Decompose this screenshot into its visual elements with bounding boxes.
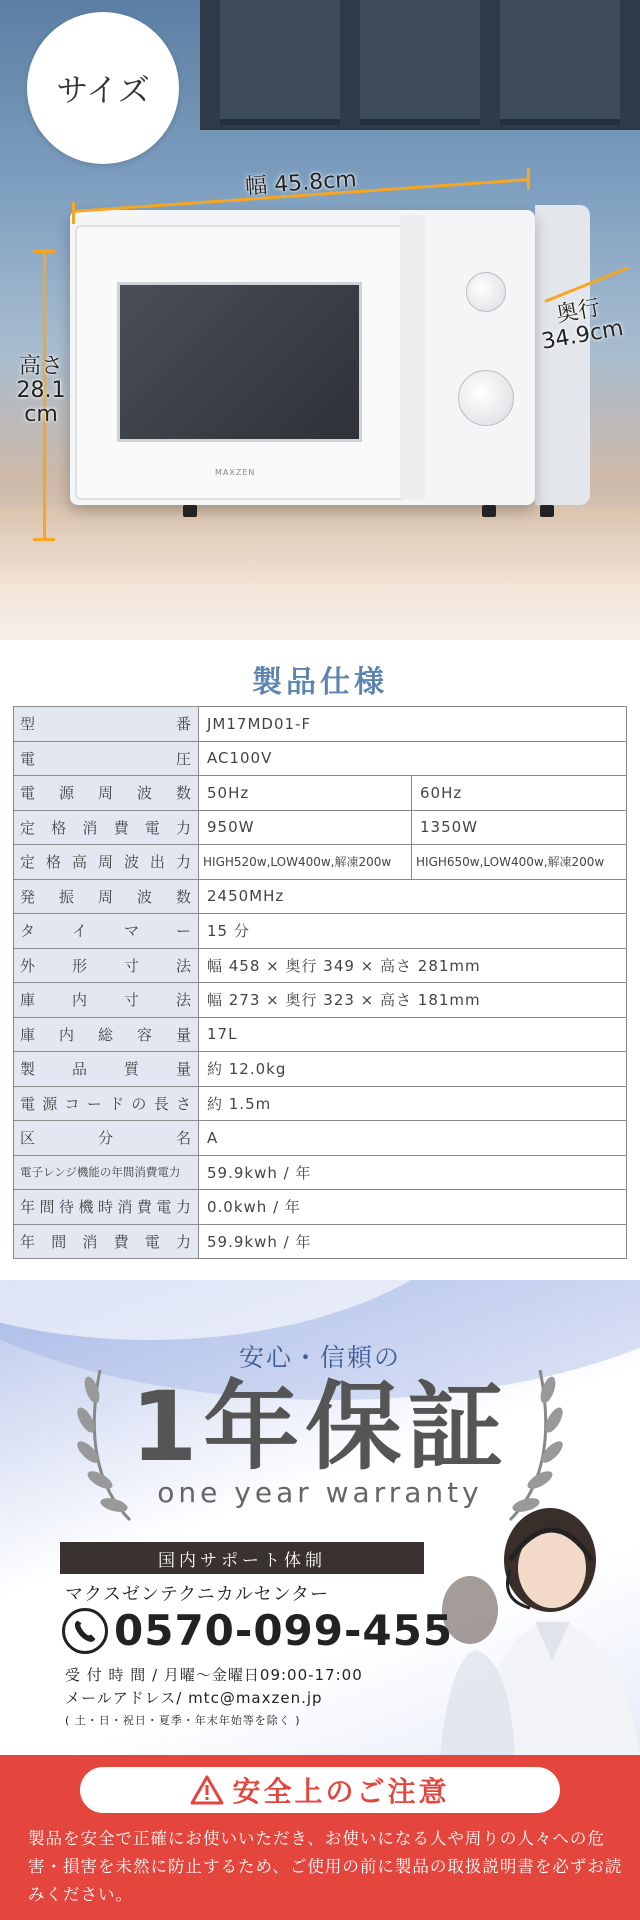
spec-value: AC100V xyxy=(199,741,627,776)
width-label: 幅 45.8cm xyxy=(244,167,358,200)
spec-label xyxy=(14,1052,199,1087)
table-row xyxy=(14,1155,627,1190)
spec-value: 幅 458 × 奥行 349 × 高さ 281mm xyxy=(199,948,627,983)
table-row xyxy=(14,1121,627,1156)
spec-label xyxy=(14,1224,199,1259)
power-knob xyxy=(466,272,506,312)
spec-label xyxy=(14,914,199,949)
timer-knob xyxy=(458,370,514,426)
spec-value: 幅 273 × 奥行 323 × 高さ 181mm xyxy=(199,983,627,1018)
table-row xyxy=(14,776,627,811)
microwave-window xyxy=(117,282,362,442)
spec-value-2: HIGH650w,LOW400w,解凍200w xyxy=(412,845,627,880)
spec-label xyxy=(14,1017,199,1052)
spec-label-text: タ イ マ ー xyxy=(20,922,192,941)
spec-label-text: 定 格 消 費 電 力 xyxy=(20,818,192,837)
spec-label-text: 電 源 周 波 数 xyxy=(20,784,192,803)
safety-title: 安全上のご注意 xyxy=(232,1775,450,1808)
safety-text: 製品を安全で正確にお使いいただき、お使いになる人や周りの人々への危害・損害を未然に防止するため、ご使用の前に製品の取扱説明書を必ずお読みください。 xyxy=(28,1829,623,1905)
table-row xyxy=(14,983,627,1018)
spec-label xyxy=(14,1155,199,1190)
height-dimension-tick xyxy=(33,538,55,541)
reception-note: ( 土・日・祝日・夏季・年末年始等を除く ) xyxy=(65,1714,301,1727)
microwave-foot xyxy=(183,505,197,517)
spec-label xyxy=(14,1086,199,1121)
spec-label-text: 区 分 名 xyxy=(20,1129,192,1148)
table-row xyxy=(14,914,627,949)
spec-label xyxy=(14,810,199,845)
spec-label xyxy=(14,1190,199,1225)
height-dimension-tick xyxy=(33,250,55,253)
spec-label-text: 発 振 周 波 数 xyxy=(20,887,192,906)
warranty-section xyxy=(0,1280,640,1755)
spec-table xyxy=(13,706,627,1259)
spec-value: 15 分 xyxy=(199,914,627,949)
table-row xyxy=(14,810,627,845)
table-row xyxy=(14,741,627,776)
warranty-main-title: 1年保証 xyxy=(130,1371,510,1483)
spec-label-text: 年 間 待 機 時 消 費 電 力 xyxy=(20,1198,192,1217)
spec-label xyxy=(14,948,199,983)
spec-label-text: 庫 内 寸 法 xyxy=(20,991,192,1010)
safety-section xyxy=(0,1755,640,1920)
shelf-cell xyxy=(220,0,340,125)
spec-label xyxy=(14,983,199,1018)
spec-value: 59.9kwh / 年 xyxy=(199,1224,627,1259)
support-bar: 国内サポート体制 xyxy=(60,1542,424,1574)
spec-value: 0.0kwh / 年 xyxy=(199,1190,627,1225)
reception-hours: 受 付 時 間 / 月曜～金曜日09:00-17:00 xyxy=(65,1666,363,1684)
table-row xyxy=(14,845,627,880)
spec-value: 950W xyxy=(199,810,412,845)
spec-value: 約 1.5m xyxy=(199,1086,627,1121)
spec-label-text: 定 格 高 周 波 出 力 xyxy=(20,853,192,872)
table-row xyxy=(14,1224,627,1259)
width-dimension-tick xyxy=(72,202,75,224)
spec-label xyxy=(14,776,199,811)
spec-title: 製品仕様 xyxy=(252,665,388,700)
support-center-name: マクスゼンテクニカルセンター xyxy=(65,1584,330,1605)
spec-value-2: 60Hz xyxy=(412,776,627,811)
spec-section xyxy=(0,640,640,1280)
spec-value-2: 1350W xyxy=(412,810,627,845)
spec-value: HIGH520w,LOW400w,解凍200w xyxy=(199,845,412,880)
spec-label-text: 製 品 質 量 xyxy=(20,1060,192,1079)
table-row xyxy=(14,948,627,983)
size-section xyxy=(0,0,640,640)
spec-label-text: 電 圧 xyxy=(20,749,192,768)
spec-label-text: 型 番 xyxy=(20,715,192,734)
spec-value: JM17MD01-F xyxy=(199,707,627,742)
spec-label-text: 電 源 コ ー ド の 長 さ xyxy=(20,1094,192,1113)
height-label: 高さ 28.1 cm xyxy=(16,354,66,428)
table-row xyxy=(14,879,627,914)
background-shelf xyxy=(200,0,640,130)
depth-label: 奥行 34.9cm xyxy=(539,295,626,355)
width-dimension-tick xyxy=(527,168,530,190)
table-row xyxy=(14,1052,627,1087)
table-row xyxy=(14,707,627,742)
spec-label-text: 外 形 寸 法 xyxy=(20,956,192,975)
countertop xyxy=(0,505,640,640)
spec-label-text: 庫 内 総 容 量 xyxy=(20,1025,192,1044)
warranty-english: one year warranty xyxy=(157,1476,483,1509)
spec-value: 50Hz xyxy=(199,776,412,811)
table-row xyxy=(14,1190,627,1225)
phone-icon xyxy=(62,1608,108,1654)
warning-icon xyxy=(190,1775,224,1805)
phone-row xyxy=(62,1606,453,1655)
spec-label-text: 年 間 消 費 電 力 xyxy=(20,1232,192,1251)
spec-label xyxy=(14,1121,199,1156)
support-email[interactable]: メールアドレス/ mtc@maxzen.jp xyxy=(65,1689,323,1707)
spec-label-text: 電子レンジ機能の年間消費電力 xyxy=(20,1165,181,1180)
microwave-foot xyxy=(540,505,554,517)
spec-value: 59.9kwh / 年 xyxy=(199,1155,627,1190)
table-row xyxy=(14,1086,627,1121)
spec-value: 2450MHz xyxy=(199,879,627,914)
spec-value: 約 12.0kg xyxy=(199,1052,627,1087)
spec-value: A xyxy=(199,1121,627,1156)
support-operator-image xyxy=(440,1490,640,1755)
spec-label xyxy=(14,707,199,742)
spec-label xyxy=(14,845,199,880)
table-row xyxy=(14,1017,627,1052)
phone-number[interactable]: 0570-099-455 xyxy=(114,1606,454,1655)
microwave-brand-logo: MAXZEN xyxy=(215,468,256,477)
warranty-subtitle: 安心・信頼の xyxy=(238,1343,401,1372)
size-badge: サイズ xyxy=(27,12,179,164)
safety-title-pill xyxy=(80,1767,560,1813)
shelf-cell xyxy=(360,0,480,125)
spec-value: 17L xyxy=(199,1017,627,1052)
microwave-foot xyxy=(482,505,496,517)
shelf-cell xyxy=(500,0,620,125)
spec-label xyxy=(14,879,199,914)
microwave-handle xyxy=(400,215,425,500)
spec-label xyxy=(14,741,199,776)
